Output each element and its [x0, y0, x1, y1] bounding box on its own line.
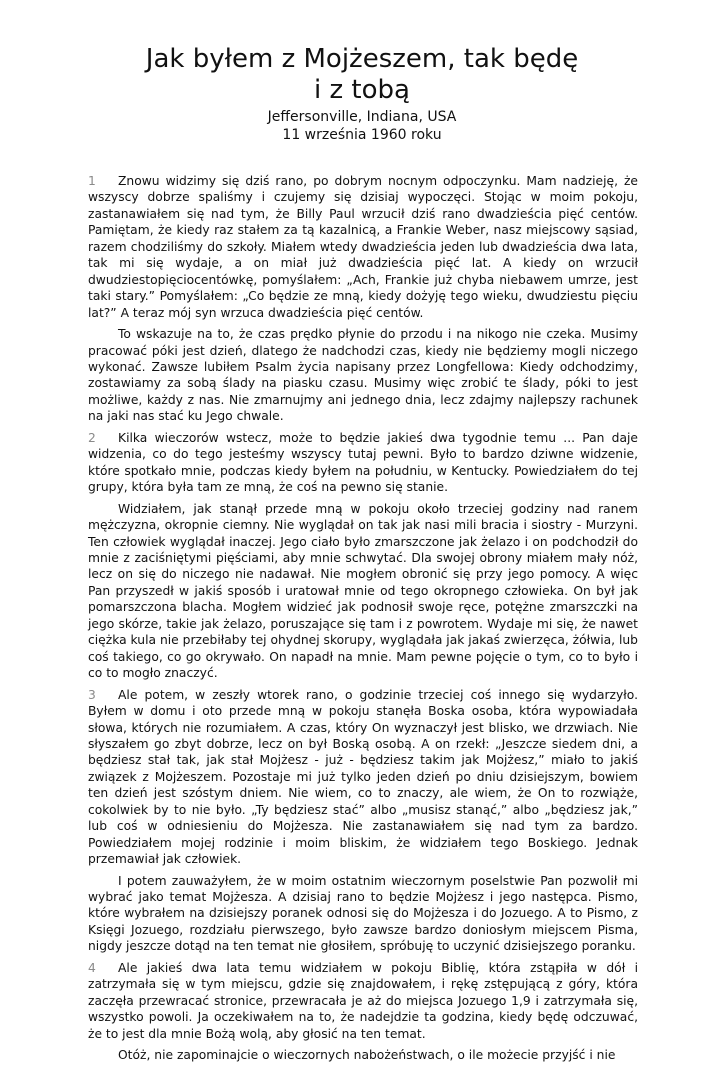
- paragraph-3b: [88, 873, 638, 955]
- paragraph-number: 4: [88, 960, 96, 975]
- paragraph-2b: [88, 501, 638, 682]
- paragraph-1b: [88, 326, 638, 425]
- paragraph-text: I potem zauważyłem, że w moim ostatnim wieczornym poselstwie Pan pozwolił mi wybrać jako temat Mojżesza. A dzisiaj rano to będzie Mojżesz i jego następca. Pismo, które wybrałem na dzisiejszy poranek odnosi się do Mojżesza i do Jozuego. A to Pismo, z Księgi Jozuego, rozdziału pierwszego, było zawsze bardzo doniosłym miejscem Pisma, nigdy jeszcze dotąd na ten temat nie głosiłem, spróbuję to uczynić dzisiejszego poranku.: [88, 873, 638, 954]
- paragraph-text: To wskazuje na to, że czas prędko płynie do przodu i na nikogo nie czeka. Musimy pracować póki jest dzień, dlatego że nadchodzi czas, kiedy nie będziemy mogli niczego wykonać. Zawsze lubiłem Psalm życia napisany przez Longfellowa: Kiedy odchodzimy, zostawiamy za sobą ślady na piasku czasu. Musimy więc zrobić te ślady, póki to jest możliwe, każdy z nas. Nie zmarnujmy ani jednego dnia, lecz zdajmy najlepszy rachunek na jaki nas stać ku Jego chwale.: [88, 327, 638, 424]
- paragraph-number: 2: [88, 430, 96, 445]
- paragraph-number: 3: [88, 687, 96, 702]
- paragraph-2: [88, 430, 638, 496]
- paragraph-text: Ale potem, w zeszły wtorek rano, o godzinie trzeciej coś innego się wydarzyło. Byłem w domu i oto przede mną w pokoju stanęła Boska osoba, która wypowiadała słowa, których nie rozumiałem. A czas, który On wyznaczył jest blisko, we drzwiach. Nie słyszałem go zbyt dobrze, lecz on był Boską osobą. A on rzekł: „Jeszcze siedem dni, a będziesz stał tak, jak stał Mojżesz - już - będziesz takim jak Mojżesz,” miało to jakiś związek z Mojżeszem. Pozostaje mi już tylko jeden dzień po dniu dzisiejszym, bowiem ten dzień jest szóstym dniem. Nie wiem, co to znaczy, ale wiem, że On to rozwiąże, cokolwiek by to nie było. „Ty będziesz stać” albo „musisz stanąć,” albo „będziesz jak,” lub coś w odniesieniu do Mojżesza. Nie zastanawiałem się nad tym za bardzo. Powiedziałem mojej rodzinie i moim bliskim, że widziałem tego Boskiego. Jednak przemawiał jak człowiek.: [88, 687, 638, 867]
- date-line: 11 września 1960 roku: [282, 127, 442, 143]
- paragraph-text: Widziałem, jak stanął przede mną w pokoju około trzeciej godziny nad ranem mężczyzna, okropnie ciemny. Nie wyglądał on tak jak nasi mili bracia i siostry - Murzyni. Ten człowiek wyglądał inaczej. Jego ciało było zmarszczone jak żelazo i on podchodził do mnie z zaciśniętymi pięściami, aby mnie schwytać. Dla swojej obrony miałem mały nóż, lecz on się do niczego nie nadawał. Nie mogłem obronić się przy jego pomocy. A więc Pan przyszedł w jakiś sposób i uratował mnie od tego okropnego człowieka. On był jak pomarszczona blacha. Mogłem widzieć jak podnosił swoje ręce, potężne zmarszczki na jego skórze, takie jak żelazo, poruszające się tam i z powrotem. Wydaje mi się, że nawet ciężka kula nie przebiłaby tej ohydnej skorupy, wyglądała jak jakaś zwierzęca, żółwia, lub coś takiego, co go okrywało. On napadł na mnie. Mam pewne pojęcie o tym, co to było i co to mogło znaczyć.: [88, 501, 638, 681]
- document-subtitle: [60, 108, 664, 144]
- document-title: [60, 44, 664, 106]
- paragraph-3: [88, 687, 638, 868]
- paragraph-text: Kilka wieczorów wstecz, może to będzie jakieś dwa tygodnie temu ... Pan daje widzenia, co do tego jesteśmy wszyscy tutaj pewni. Było to bardzo dziwne widzenie, które spotkało mnie, podczas kiedy byłem na południu, w Kentucky. Powiedziałem do tej grupy, która była tam ze mną, że coś na pewno się stanie.: [88, 430, 638, 495]
- title-line-1: Jak byłem z Mojżeszem, tak będę: [145, 44, 579, 74]
- paragraph-text: Otóż, nie zapominajcie o wieczornych nabożeństwach, o ile możecie przyjść i nie: [118, 1048, 616, 1063]
- document-body: [88, 173, 638, 1069]
- title-line-2: i z tobą: [314, 75, 410, 105]
- paragraph-text: Znowu widzimy się dziś rano, po dobrym nocnym odpoczynku. Mam nadzieję, że wszyscy dobrze spaliśmy i czujemy się dzisiaj wypoczęci. Stojąc w moim pokoju, zastanawiałem się nad tym, że Billy Paul wrzucił dziś rano dwadzieścia pięć centów. Pamiętam, że kiedy raz stałem za tą kazalnicą, a Frankie Weber, nasz miejscowy sąsiad, razem chodziliśmy do szkoły. Miałem wtedy dwadzieścia jeden lub dwadzieścia dwa lata, tak mi się wydaje, a on miał już dwadzieścia pięć lat. A kiedy on wrzucił dwudziestopięciocentówkę, pomyślałem: „Ach, Frankie już chyba niebawem umrze, jest taki stary.” Pomyślałem: „Co będzie ze mną, kiedy dożyję tego wieku, dwudziestu pięciu lat?” A teraz mój syn wrzuca dwadzieścia pięć centów.: [88, 174, 638, 320]
- paragraph-1: [88, 173, 638, 321]
- paragraph-4b: [88, 1047, 638, 1063]
- location-line: Jeffersonville, Indiana, USA: [267, 109, 457, 125]
- paragraph-4: [88, 960, 638, 1042]
- paragraph-number: 1: [88, 174, 96, 188]
- paragraph-text: Ale jakieś dwa lata temu widziałem w pokoju Biblię, która zstąpiła w dół i zatrzymała się w tym miejscu, gdzie się znajdowałem, i rękę zstępującą z góry, która zaczęła przewracać stronice, przewracała je aż do miejsca Jozuego 1,9 i zatrzymała się, wszystko powoli. Ja oczekiwałem na to, że nadejdzie ta godzina, kiedy będę odczuwać, że to jest dla mnie Bożą wolą, aby głosić na ten temat.: [88, 960, 638, 1041]
